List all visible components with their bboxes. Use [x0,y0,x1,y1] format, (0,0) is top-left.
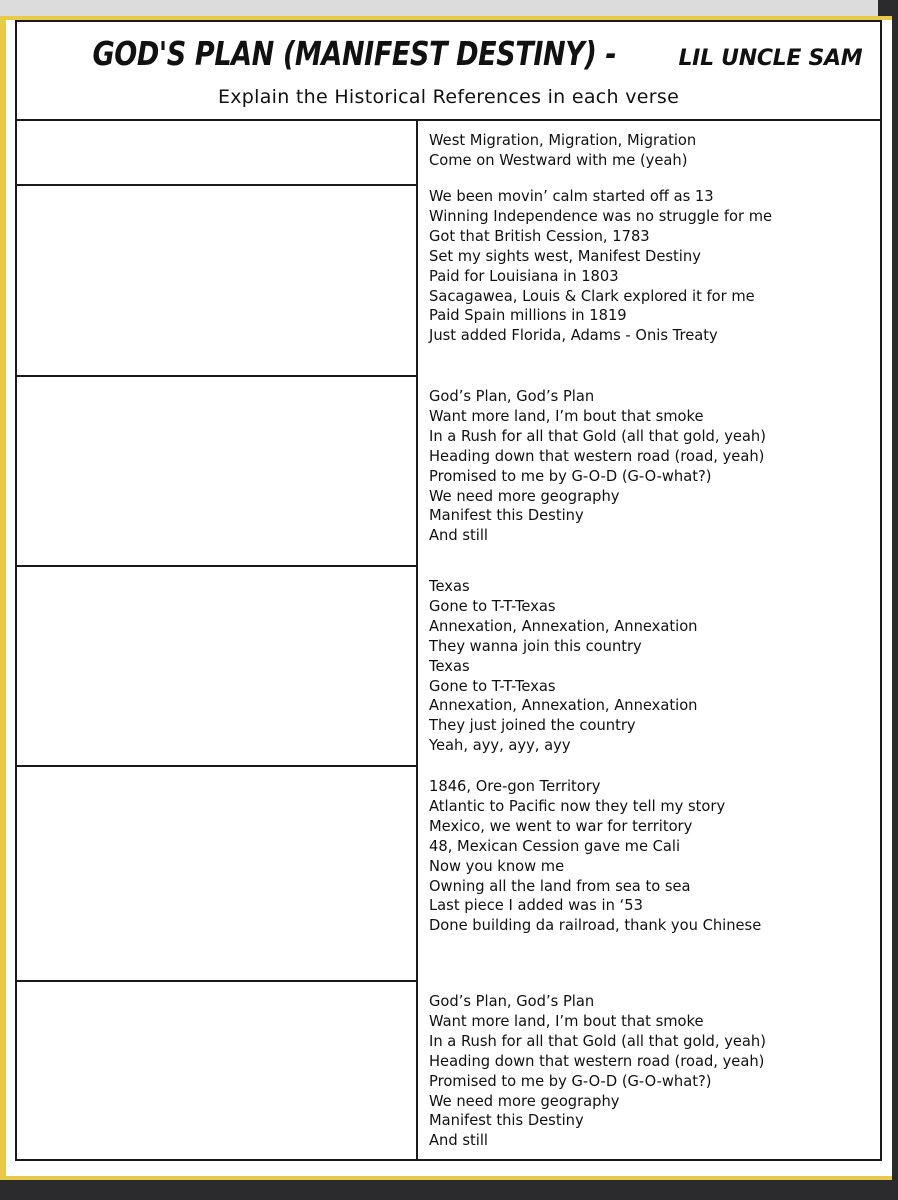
verse-line: Texas [429,578,470,595]
verse-line: Promised to me by G-O-D (G-O-what?) [429,467,712,485]
verse-line: In a Rush for all that Gold (all that gold, yeah) [429,1032,766,1050]
verse-line: Atlantic to Pacific now they tell my story [429,797,726,815]
verse-line: Heading down that western road (road, yeah) [429,447,765,465]
verse-line: Paid Spain millions in 1819 [429,307,627,325]
verse-line: And still [429,527,489,545]
title-artist: LIL UNCLE SAM [678,46,863,71]
top-strip [0,0,898,16]
verse-line: In a Rush for all that Gold (all that gold, yeah) [429,427,766,445]
verse-line: They just joined the country [429,717,636,735]
answer-box-2[interactable] [17,186,416,375]
verse-line: Manifest this Destiny [429,507,584,525]
instructions: Explain the Historical References in each verse [217,86,680,108]
verse-line: God’s Plan, God’s Plan [429,388,595,405]
verse-line: We need more geography [429,1092,620,1110]
verse-line: Done building da railroad, thank you Chinese [429,917,762,935]
verse-line: Promised to me by G-O-D (G-O-what?) [429,1072,712,1090]
verse-line: Set my sights west, Manifest Destiny [429,247,701,265]
top-strip-corner [878,0,898,16]
verse-line: Sacagawea, Louis & Clark explored it for me [429,287,755,305]
verse-6 [429,992,874,1151]
verse-line: Owning all the land from sea to sea [429,877,691,895]
verse-line: And still [429,1132,489,1150]
verse-2 [429,187,874,346]
verse-1 [429,131,874,171]
verse-5 [429,777,874,936]
verse-line: 1846, Ore-gon Territory [429,778,601,795]
verse-line: We need more geography [429,487,620,505]
column-divider [416,120,418,1160]
verse-line: Now you know me [429,857,565,875]
verse-line: Last piece I added was in ‘53 [429,897,643,915]
verse-line: 48, Mexican Cession gave me Cali [429,837,681,855]
answer-box-3[interactable] [17,377,416,565]
verse-line: Yeah, ayy, ayy, ayy [429,737,571,755]
answer-box-4[interactable] [17,567,416,765]
answer-box-5[interactable] [17,767,416,980]
verse-line: Paid for Louisiana in 1803 [429,267,619,285]
verse-line: Annexation, Annexation, Annexation [429,617,698,635]
verse-line: West Migration, Migration, Migration [429,132,697,149]
verse-line: Just added Florida, Adams - Onis Treaty [429,327,718,345]
verse-4 [429,577,874,756]
verse-line: They wanna join this country [429,637,642,655]
verse-line: Got that British Cession, 1783 [429,227,650,245]
verse-line: Texas [429,657,470,675]
verse-line: Want more land, I’m bout that smoke [429,407,704,425]
answer-box-6[interactable] [17,982,416,1159]
title-main: GOD'S PLAN (MANIFEST DESTINY) - [92,34,616,73]
answer-box-1[interactable] [17,122,416,184]
verse-line: We been movin’ calm started off as 13 [429,188,714,205]
verse-line: Manifest this Destiny [429,1112,584,1130]
verse-line: God’s Plan, God’s Plan [429,993,595,1010]
verse-line: Winning Independence was no struggle for me [429,207,773,225]
verse-line: Mexico, we went to war for territory [429,817,693,835]
verse-line: Want more land, I’m bout that smoke [429,1012,704,1030]
verse-line: Gone to T-T-Texas [429,597,556,615]
verse-line: Come on Westward with me (yeah) [429,151,688,169]
verse-line: Heading down that western road (road, yeah) [429,1052,765,1070]
verse-line: Gone to T-T-Texas [429,677,556,695]
verse-3 [429,387,874,546]
verse-line: Annexation, Annexation, Annexation [429,697,698,715]
